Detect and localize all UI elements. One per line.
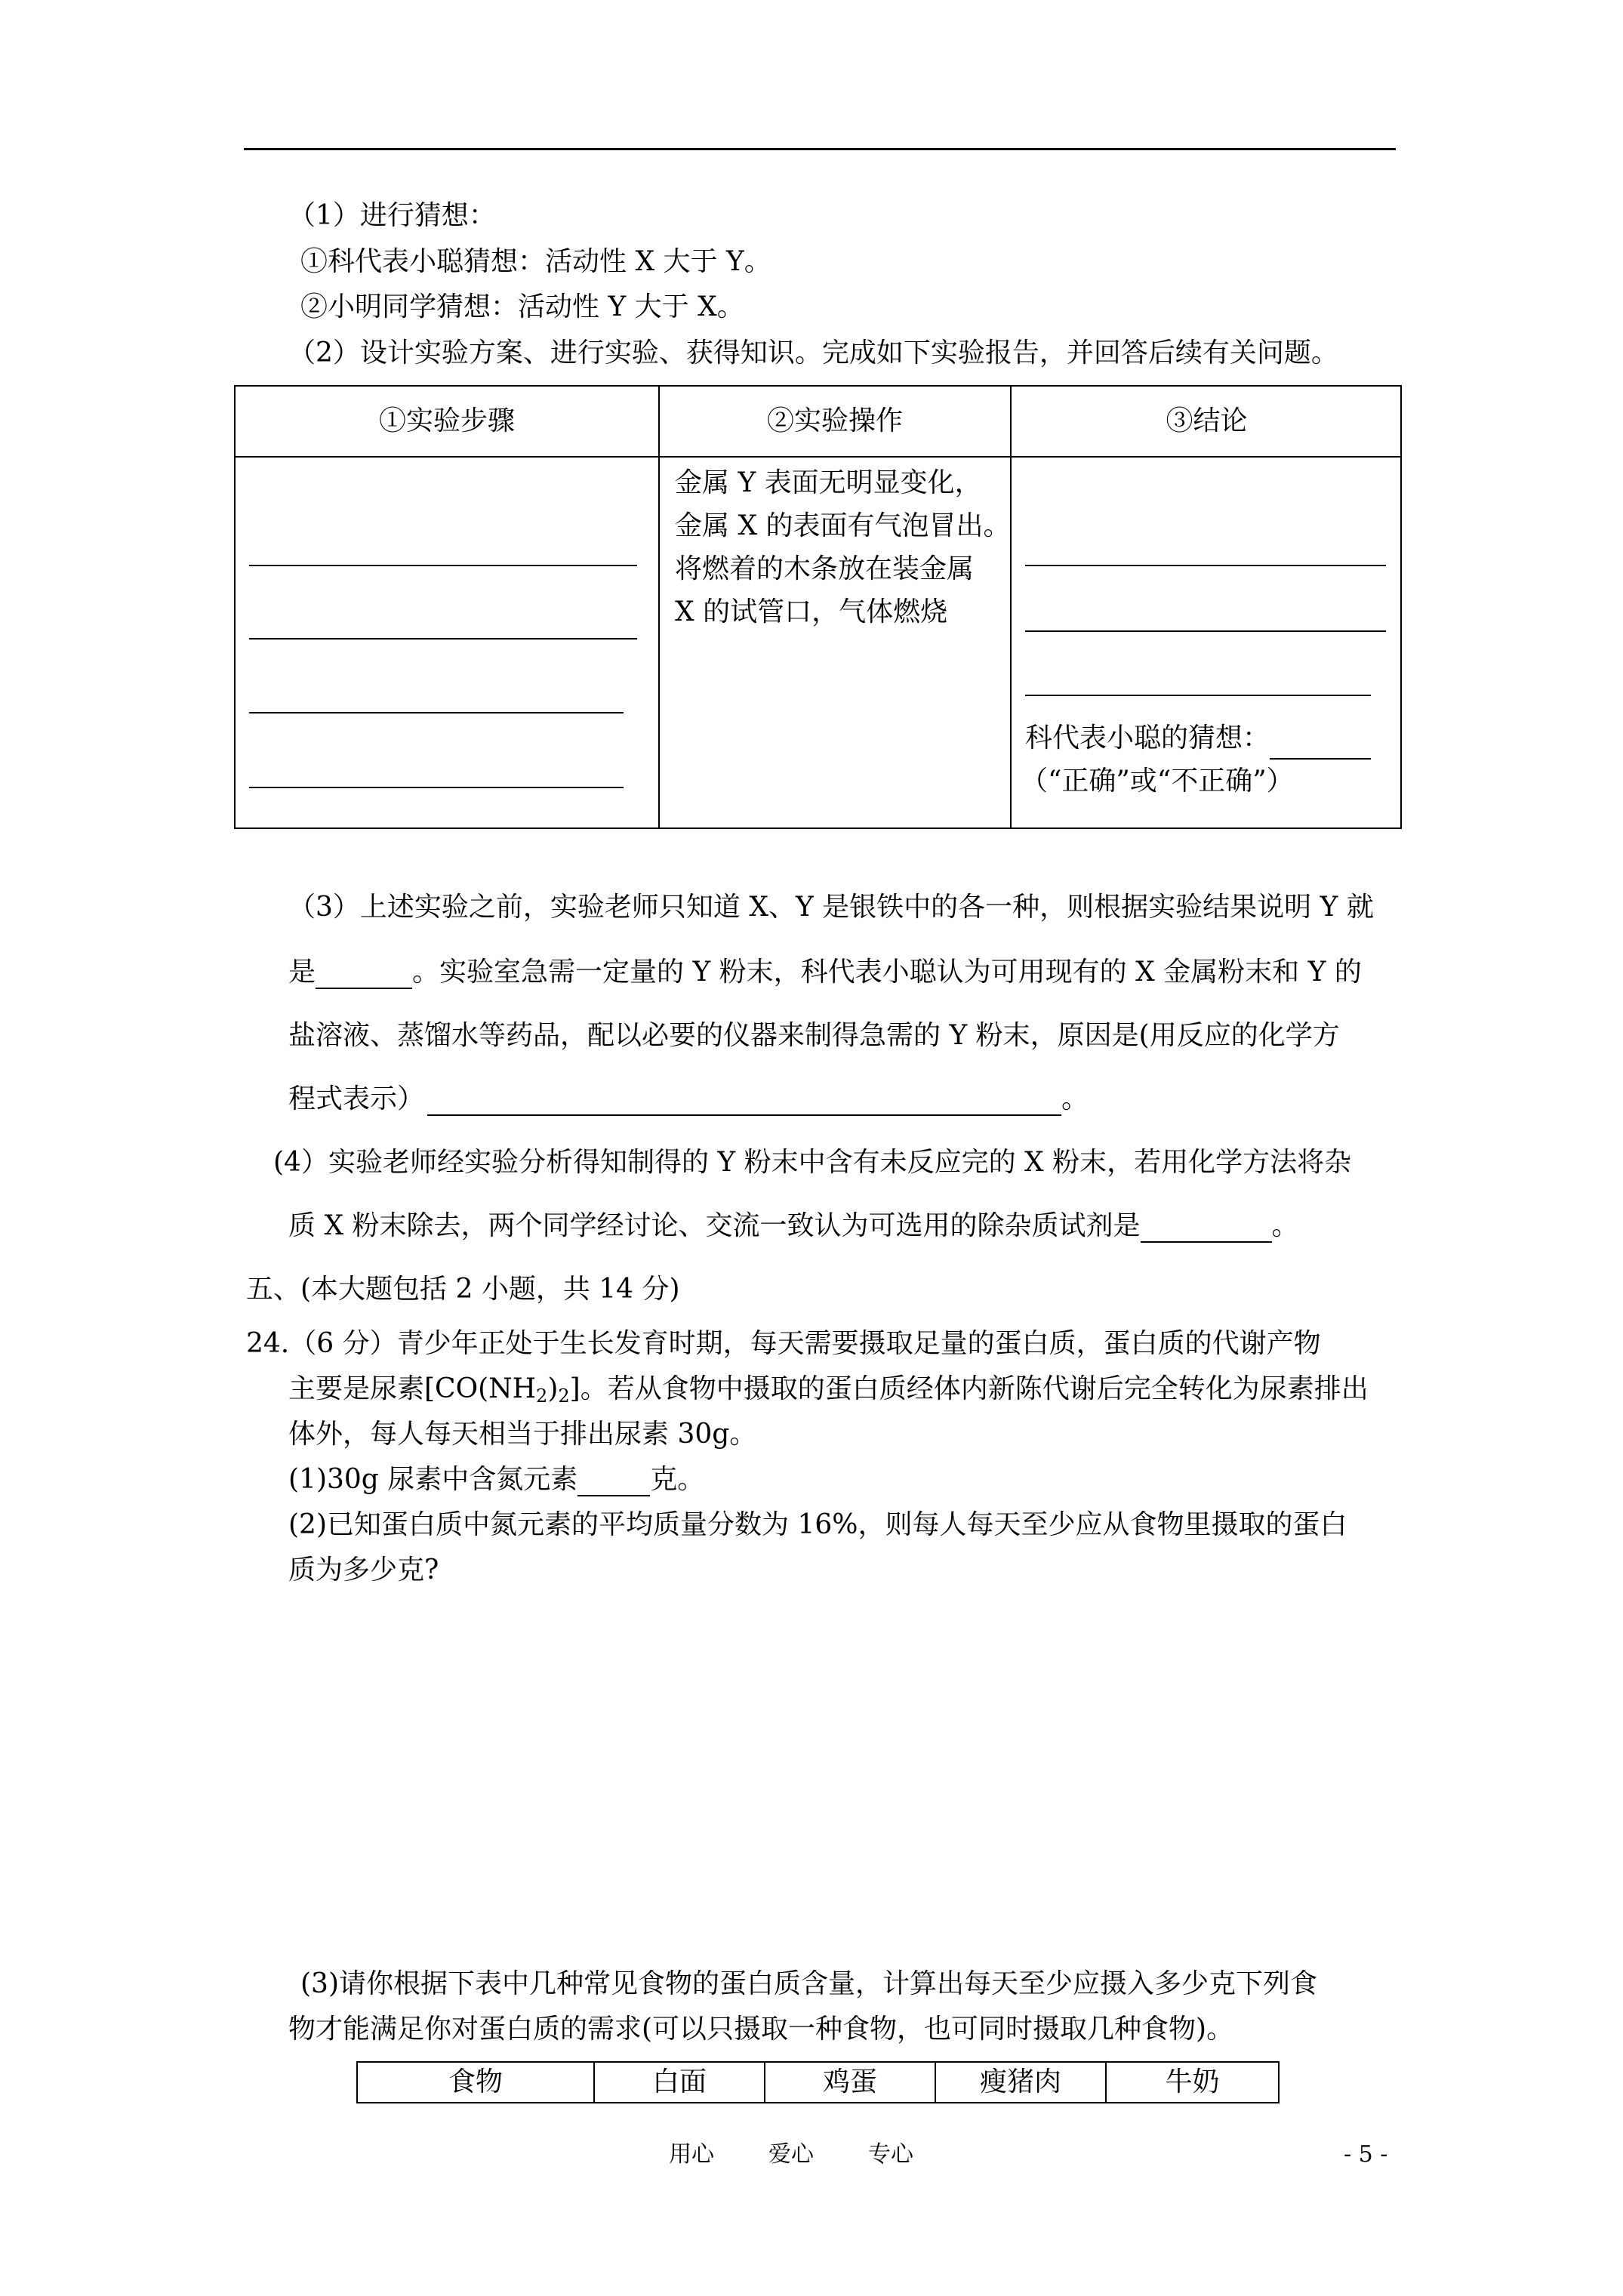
part3-line-2 <box>288 956 1362 989</box>
q24-sub-3-line-1: (3)请你根据下表中几种常见食物的蛋白质含量，计算出每天至少应摄入多少克下列食 <box>300 1968 1317 1999</box>
part4-line-2-prefix: 质 X 粉末除去，两个同学经讨论、交流一致认为可选用的除杂质试剂是 <box>288 1210 1141 1241</box>
food-header-egg: 鸡蛋 <box>822 2066 877 2097</box>
conclusion-guess-label <box>1025 717 1371 760</box>
conclusion-guess-text: 科代表小聪的猜想： <box>1025 723 1270 754</box>
footer-motto-2: 爱心 <box>768 2141 814 2168</box>
food-header-flour: 白面 <box>651 2066 707 2097</box>
conclusion-blank-2[interactable] <box>1025 630 1386 632</box>
part3-line-4-end: 。 <box>1061 1083 1089 1114</box>
reagent-blank[interactable] <box>1141 1216 1272 1243</box>
q24-sub-1-unit: 克。 <box>650 1464 705 1495</box>
q24-sub-1-text: (1)30g 尿素中含氮元素 <box>288 1464 578 1495</box>
part3-line-4 <box>288 1083 1089 1116</box>
food-header-food: 食物 <box>448 2066 503 2097</box>
part4-line-1: (4）实验老师经实验分析得知制得的 Y 粉末中含有未反应完的 X 粉末，若用化学方法将杂 <box>273 1147 1352 1178</box>
urea-formula-b: ) <box>547 1373 559 1404</box>
food-header-milk: 牛奶 <box>1165 2066 1220 2097</box>
conclusion-hint: （“正确”或“不正确”） <box>1021 766 1294 797</box>
step-blank-1[interactable] <box>249 565 637 566</box>
guess-a: ①科代表小聪猜想：活动性 X 大于 Y。 <box>300 246 771 277</box>
q24-sub-1 <box>288 1463 704 1496</box>
urea-subscript-2: 2 <box>558 1385 570 1407</box>
guess-b: ②小明同学猜想：活动性 Y 大于 X。 <box>300 291 744 322</box>
part3-line-4-prefix: 程式表示） <box>288 1083 425 1114</box>
part3-line-3: 盐溶液、蒸馏水等药品，配以必要的仪器来制得急需的 Y 粉末，原因是(用反应的化学方 <box>288 1020 1340 1051</box>
q24-sub-2-line-2: 质为多少克? <box>288 1555 439 1586</box>
part4-line-2-end: 。 <box>1271 1210 1299 1241</box>
food-header-lean-pork: 瘦猪肉 <box>979 2066 1061 2097</box>
y-metal-blank[interactable] <box>316 962 412 989</box>
footer-motto-1: 用心 <box>669 2141 714 2168</box>
header-conclusion: ③结论 <box>1166 405 1248 436</box>
nitrogen-blank[interactable] <box>577 1469 650 1496</box>
part3-line-2-prefix: 是 <box>288 957 316 988</box>
header-operation: ②实验操作 <box>766 405 903 436</box>
operation-line-4: X 的试管口，气体燃烧 <box>675 596 948 627</box>
operation-line-1: 金属 Y 表面无明显变化， <box>675 467 982 498</box>
food-table <box>356 2061 1280 2103</box>
guess-title: （1）进行猜想： <box>288 200 496 231</box>
step-blank-2[interactable] <box>249 638 637 639</box>
design-instruction: （2）设计实验方案、进行实验、获得知识。完成如下实验报告，并回答后续有关问题。 <box>288 337 1338 368</box>
urea-subscript-1: 2 <box>536 1385 548 1407</box>
page-number: - 5 - <box>1344 2141 1388 2168</box>
section-5-heading: 五、(本大题包括 2 小题，共 14 分) <box>246 1274 680 1305</box>
q24-sub-3-line-2: 物才能满足你对蛋白质的需求(可以只摄取一种食物，也可同时摄取几种食物)。 <box>288 2014 1234 2045</box>
q24-line-2-rest: ]。若从食物中摄取的蛋白质经体内新陈代谢后完全转化为尿素排出 <box>569 1373 1369 1404</box>
part4-line-2 <box>288 1210 1299 1243</box>
conclusion-blank-1[interactable] <box>1025 565 1386 566</box>
q24-sub-2-line-1: (2)已知蛋白质中氮元素的平均质量分数为 16%，则每人每天至少应从食物里摄取的蛋白 <box>288 1509 1347 1540</box>
q24-line-3: 体外，每人每天相当于排出尿素 30g。 <box>288 1419 757 1450</box>
experiment-table <box>234 385 1402 829</box>
operation-line-3: 将燃着的木条放在装金属 <box>675 553 975 584</box>
conclusion-blank-3[interactable] <box>1025 695 1371 696</box>
equation-blank[interactable] <box>427 1089 1061 1116</box>
part3-line-1: （3）上述实验之前，实验老师只知道 X、Y 是银铁中的各一种，则根据实验结果说明 Y 就 <box>288 892 1374 923</box>
header-rule <box>244 148 1396 150</box>
step-blank-3[interactable] <box>249 712 624 713</box>
step-blank-4[interactable] <box>249 787 624 788</box>
footer-motto-3: 专心 <box>868 2141 913 2168</box>
header-step: ①实验步骤 <box>378 405 515 436</box>
conclusion-guess-blank[interactable] <box>1270 732 1371 760</box>
table-header-divider <box>236 456 1400 458</box>
operation-line-2: 金属 X 的表面有气泡冒出。 <box>675 510 1011 541</box>
q24-line-2 <box>288 1373 1369 1406</box>
q24-line-1: 24.（6 分）青少年正处于生长发育时期，每天需要摄取足量的蛋白质，蛋白质的代谢产物 <box>246 1328 1321 1359</box>
urea-formula-a: 主要是尿素[CO(NH <box>288 1373 537 1404</box>
part3-line-2-rest: 。实验室急需一定量的 Y 粉末，科代表小聪认为可用现有的 X 金属粉末和 Y 的 <box>412 957 1362 988</box>
